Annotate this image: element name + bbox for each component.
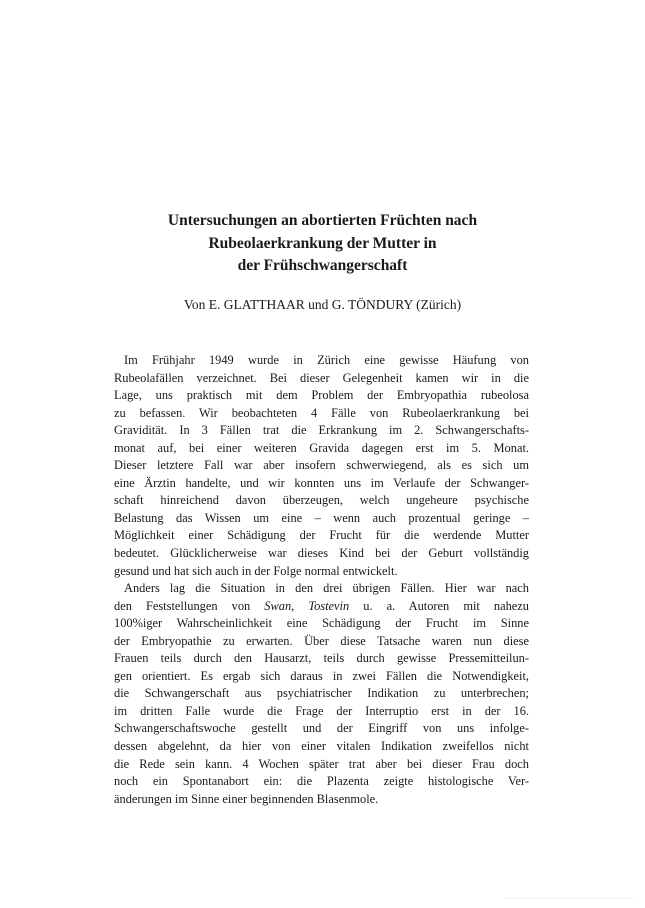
- text-line: die Schwangerschaft aus psychiatrischer Indikation zu unterbrechen;: [114, 686, 529, 701]
- text-line: Gravidität. In 3 Fällen trat die Erkrankung im 2. Schwangerschafts-: [114, 423, 529, 438]
- text-line: Frauen teils durch den Hausarzt, teils durch gewisse Pressemitteilun-: [114, 651, 529, 666]
- text-line: dessen abgelehnt, da hier von einer vitalen Indikation zweifellos nicht: [114, 739, 529, 754]
- text-line: Lage, uns praktisch mit dem Problem der Embryopathia rubeolosa: [114, 388, 529, 403]
- text-fragment: ,: [291, 598, 309, 613]
- text-line: [114, 598, 529, 616]
- article-body: [114, 352, 529, 808]
- text-line: Dieser letztere Fall war aber insofern schwerwiegend, als es sich um: [114, 458, 529, 473]
- paragraph: [114, 580, 529, 808]
- text-fragment: den Feststellungen von: [114, 598, 265, 613]
- text-line: gen orientiert. Es ergab sich daraus in zwei Fällen die Notwendigkeit,: [114, 668, 529, 683]
- title-line: Rubeolaerkrankung der Mutter in: [208, 234, 437, 252]
- text-line: Anders lag die Situation in den drei übrigen Fällen. Hier war nach: [124, 581, 529, 596]
- text-line: noch ein Spontanabort ein: die Plazenta zeigte histologische Ver-: [114, 774, 529, 789]
- text-line: Belastung das Wissen um eine – wenn auch prozentual geringe –: [114, 510, 529, 525]
- text-fragment: u. a. Autoren mit nahezu: [349, 598, 530, 613]
- text-line: monat auf, bei einer weiteren Gravida dagegen erst im 5. Monat.: [114, 440, 529, 455]
- text-line: die Rede sein kann. 4 Wochen später trat aber bei dieser Frau doch: [114, 756, 529, 771]
- text-line: bedeutet. Glücklicherweise war dieses Kind bei der Geburt vollständig: [114, 546, 529, 561]
- text-line: änderungen im Sinne einer beginnenden Blasenmole.: [114, 791, 379, 806]
- text-line: der Embryopathie zu erwarten. Über diese Tatsache waren nun diese: [114, 633, 529, 648]
- text-line: im dritten Falle wurde die Frage der Interruptio erst in der 16.: [114, 703, 529, 718]
- article-title: [110, 210, 535, 278]
- text-line: Schwangerschaftswoche gestellt und der Eingriff von uns infolge-: [114, 721, 529, 736]
- author-byline: Von E. GLATTHAAR und G. TÖNDURY (Zürich): [183, 297, 462, 312]
- text-line: schaft hinreichend davon überzeugen, welch ungeheure psychische: [114, 493, 529, 508]
- text-line: gesund und hat sich auch in der Folge normal entwickelt.: [114, 563, 398, 578]
- title-line: Untersuchungen an abortierten Früchten nach: [167, 212, 478, 229]
- text-line: zu befassen. Wir beobachteten 4 Fälle von Rubeolaerkrankung bei: [114, 405, 529, 420]
- paragraph: [114, 352, 529, 580]
- text-line: eine Ärztin handelte, und wir konnten uns im Verlaufe der Schwanger-: [114, 475, 529, 490]
- page-edge-divider: [505, 898, 633, 899]
- text-line: Im Frühjahr 1949 wurde in Zürich eine gewisse Häufung von: [124, 353, 529, 367]
- text-line: Rubeolafällen verzeichnet. Bei dieser Gelegenheit kamen wir in die: [114, 370, 529, 385]
- title-line: der Frühschwangerschaft: [237, 257, 408, 274]
- cited-author: Tostevin: [308, 598, 350, 613]
- text-line: Möglichkeit einer Schädigung der Frucht für die werdende Mutter: [114, 528, 529, 543]
- text-line: 100%iger Wahrscheinlichkeit eine Schädigung der Frucht im Sinne: [114, 616, 529, 631]
- cited-author: Swan: [264, 598, 292, 613]
